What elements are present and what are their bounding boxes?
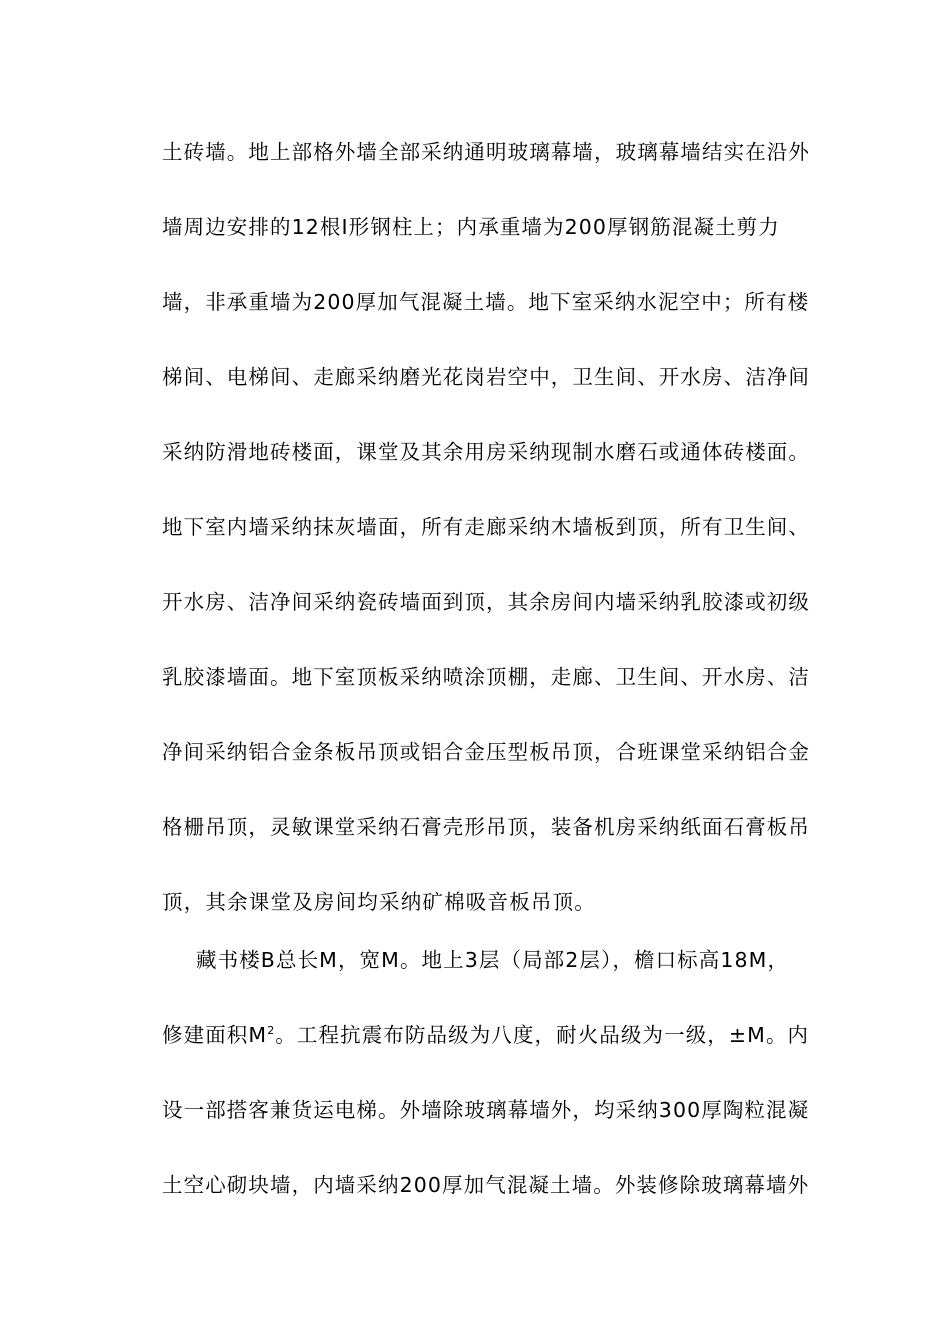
text-line: 设一部搭客兼货运电梯。外墙除玻璃幕墙外，均采纳300厚陶粒混凝 <box>162 1098 810 1122</box>
text-segment: 。工程抗震布防品级为八度，耐火品级为一级，±M。内 <box>275 1023 810 1047</box>
text-line <box>162 1020 842 1050</box>
text-line: 格栅吊顶，灵敏课堂采纳石膏壳形吊顶，装备机房采纳纸面石膏板吊 <box>162 815 810 839</box>
text-line: 开水房、洁净间采纳瓷砖墙面到顶，其余房间内墙采纳乳胶漆或初级 <box>162 590 810 614</box>
text-line: 乳胶漆墙面。地下室顶板采纳喷涂顶棚，走廊、卫生间、开水房、洁 <box>162 665 810 689</box>
paragraph-first-line: 藏书楼B总长M，宽M。地上3层（局部2层），檐口标高18M， <box>196 948 790 972</box>
text-line: 采纳防滑地砖楼面，课堂及其余用房采纳现制水磨石或通体砖楼面。 <box>162 440 810 464</box>
text-segment: 修建面积M <box>162 1023 268 1047</box>
text-line: 梯间、电梯间、走廊采纳磨光花岗岩空中，卫生间、开水房、洁净间 <box>162 365 810 389</box>
text-line: 墙周边安排的12根I形钢柱上；内承重墙为200厚钢筋混凝土剪力 <box>162 215 780 239</box>
text-line: 土空心砌块墙，内墙采纳200厚加气混凝土墙。外装修除玻璃幕墙外 <box>162 1173 810 1197</box>
text-line: 土砖墙。地上部格外墙全部采纳通明玻璃幕墙，玻璃幕墙结实在沿外 <box>162 140 810 164</box>
text-line: 墙，非承重墙为200厚加气混凝土墙。地下室采纳水泥空中；所有楼 <box>162 290 810 314</box>
text-line: 净间采纳铝合金条板吊顶或铝合金压型板吊顶，合班课堂采纳铝合金 <box>162 740 810 764</box>
text-line: 顶，其余课堂及房间均采纳矿棉吸音板吊顶。 <box>162 890 596 914</box>
superscript: 2 <box>267 1024 276 1038</box>
text-line: 地下室内墙采纳抹灰墙面，所有走廊采纳木墙板到顶，所有卫生间、 <box>162 515 810 539</box>
